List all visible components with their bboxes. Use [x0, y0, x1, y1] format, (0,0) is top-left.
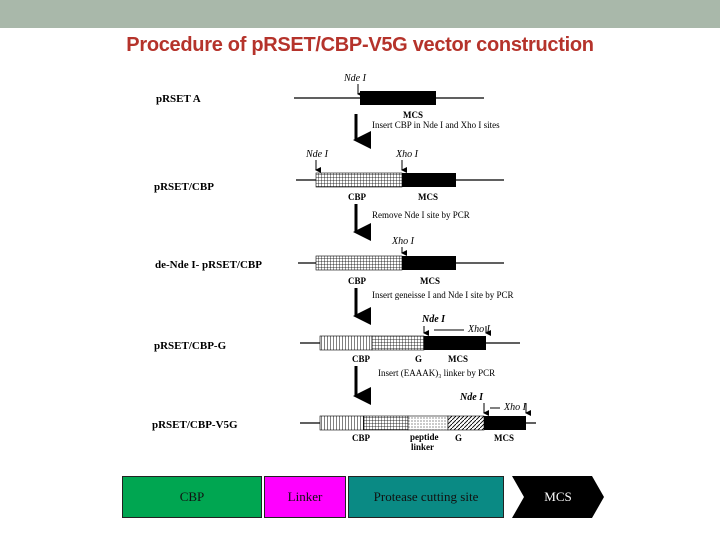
construct-label-4: pRSET/CBP-G	[154, 340, 227, 352]
mcs-label: MCS	[420, 276, 440, 286]
mcs-segment	[424, 336, 486, 350]
nde-site-label: Nde I	[422, 314, 446, 325]
legend-protease-cutting-site	[348, 476, 504, 518]
nde-site-label: Nde I	[306, 149, 328, 160]
step-text-4: Insert (EAAAK)₃ linker by PCR	[378, 368, 496, 378]
peptide-linker-segment	[408, 416, 448, 430]
g-label: G	[455, 433, 463, 443]
legend-cbp	[122, 476, 262, 518]
g-label: G	[415, 354, 423, 364]
xho-site-label: Xho I	[504, 402, 526, 413]
legend-mcs-label: MCS	[544, 489, 572, 504]
cbp-label: CBP	[352, 354, 370, 364]
legend-linker	[264, 476, 346, 518]
construct-label-3: de-Nde I- pRSET/CBP	[155, 259, 262, 271]
cbp-segment	[320, 336, 372, 350]
legend-cbp-label: CBP	[179, 489, 205, 504]
mcs-segment	[402, 256, 456, 270]
mcs-label: MCS	[448, 354, 468, 364]
cbp-segment-grid	[364, 416, 408, 430]
nde-site-label: Nde I	[460, 392, 484, 403]
legend-linker-label: Linker	[287, 489, 323, 504]
cbp-label: CBP	[348, 276, 366, 286]
xho-site-label: Xho I	[392, 236, 414, 247]
cbp-segment	[316, 173, 402, 187]
cbp-segment	[316, 256, 402, 270]
mcs-segment	[484, 416, 526, 430]
step-text-3: Insert geneisse I and Nde I site by PCR	[372, 290, 514, 300]
construct-label-2: pRSET/CBP	[154, 181, 214, 193]
cbp-segment	[320, 416, 364, 430]
legend-protease-label: Protease cutting site	[373, 489, 479, 504]
step-text-1: Insert CBP in Nde I and Xho I sites	[372, 120, 500, 130]
legend-mcs	[512, 476, 604, 518]
cbp-label: CBP	[352, 433, 370, 443]
construct-label-1: pRSET A	[156, 93, 201, 105]
linker-label: linker	[411, 442, 435, 452]
step-text-2: Remove Nde I site by PCR	[372, 210, 470, 220]
xho-site-label: Xho I	[468, 324, 490, 335]
nde-site-label: Nde I	[344, 73, 366, 84]
mcs-segment	[402, 173, 456, 187]
mcs-label: MCS	[418, 192, 438, 202]
g-segment	[372, 336, 424, 350]
peptide-label: peptide	[410, 432, 439, 442]
mcs-label: MCS	[494, 433, 514, 443]
g-segment	[448, 416, 484, 430]
cbp-label: CBP	[348, 192, 366, 202]
xho-site-label: Xho I	[396, 149, 418, 160]
mcs-label: MCS	[403, 110, 423, 120]
page-title: Procedure of pRSET/CBP-V5G vector construction	[126, 34, 594, 56]
mcs-segment	[360, 91, 436, 105]
construct-label-5: pRSET/CBP-V5G	[152, 419, 238, 431]
